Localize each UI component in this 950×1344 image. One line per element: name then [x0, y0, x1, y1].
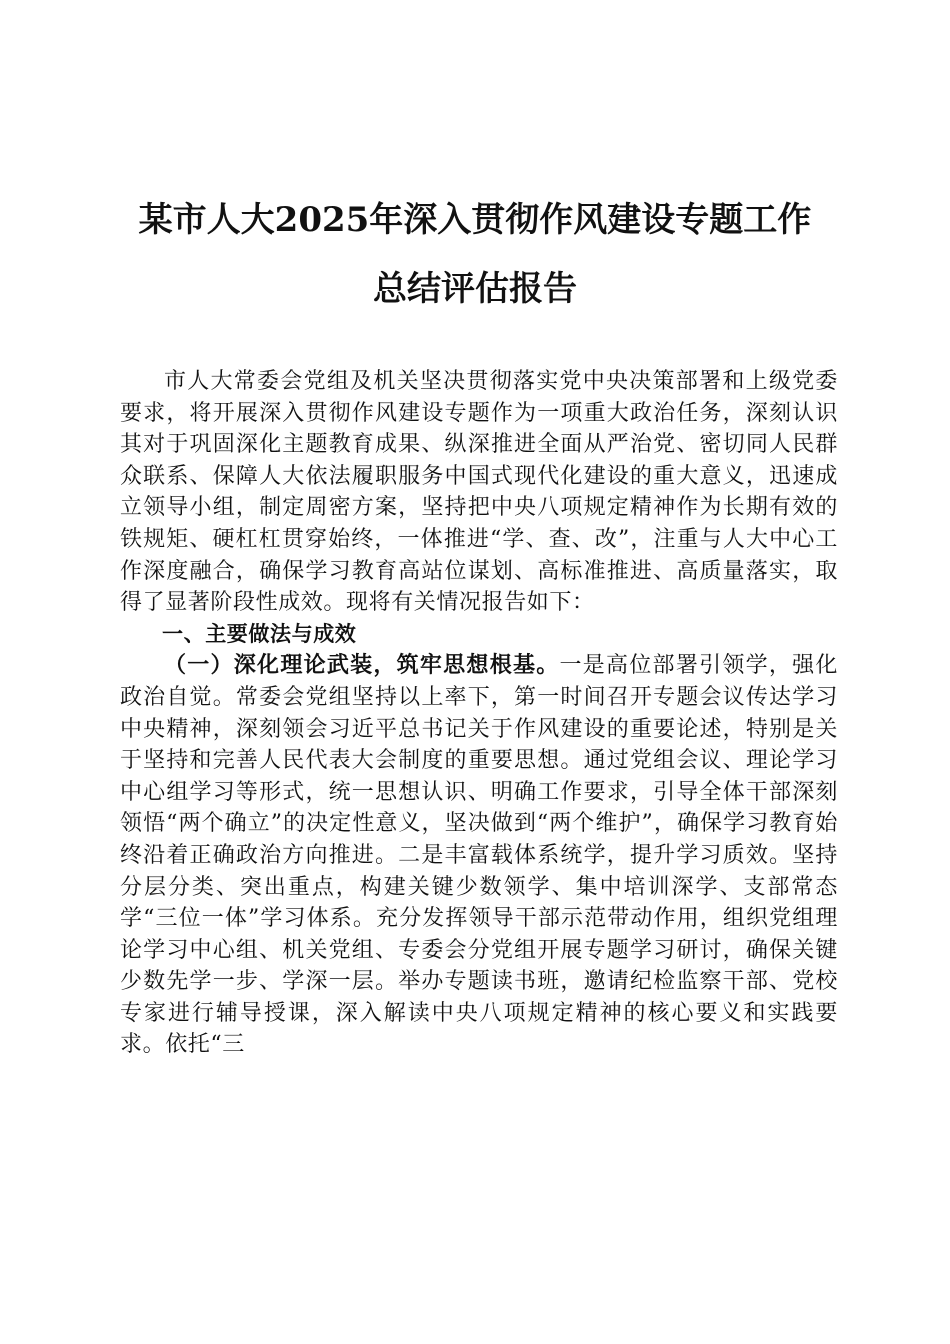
subsection-body-1: 一是高位部署引领学，强化政治自觉。常委会党组坚持以上率下，第一时间召开专题会议传达学习中央精神，深刻领会习近平总书记关于作风建设的重要论述，特别是关于坚持和完善人民代表大会制度的重要思想。通过党组会议、理论学习中心组学习等形式，统一思想认识、明确工作要求，引导全体干部深刻领悟“两个确立”的决定性意义，坚决做到“两个维护”，确保学习教育始终沿着正确政治方向推进。二是丰富载体系统学，提升学习质效。坚持分层分类、突出重点，构建关键少数领学、集中培训深学、支部常态学“三位一体”学习体系。充分发挥领导干部示范带动作用，组织党组理论学习中心组、机关党组、专委会分党组开展专题学习研讨，确保关键少数先学一步、学深一层。举办专题读书班，邀请纪检监察干部、党校专家进行辅导授课，深入解读中央八项规定精神的核心要义和实践要求。依托“三 — [120, 653, 839, 1058]
subsection-paragraph-1 — [120, 650, 838, 1061]
intro-paragraph: 市人大常委会党组及机关坚决贯彻落实党中央决策部署和上级党委要求，将开展深入贯彻作风建设专题作为一项重大政治任务，深刻认识其对于巩固深化主题教育成果、纵深推进全面从严治党、密切同人民群众联系、保障人大依法履职服务中国式现代化建设的重大意义，迅速成立领导小组，制定周密方案，坚持把中央八项规定精神作为长期有效的铁规矩、硬杠杠贯穿始终，一体推进“学、查、改”，注重与人大中心工作深度融合，确保学习教育高站位谋划、高标准推进、高质量落实，取得了显著阶段性成效。现将有关情况报告如下： — [120, 369, 838, 616]
subsection-lead-1: （一）深化理论武装，筑牢思想根基。 — [164, 652, 560, 679]
document-title-line-2: 总结评估报告 — [373, 269, 577, 309]
document-title-line-1: 某市人大2025年深入贯彻作风建设专题工作 — [138, 200, 812, 240]
section-heading-1: 一、主要做法与成效 — [162, 621, 357, 646]
document-body — [120, 366, 838, 1061]
